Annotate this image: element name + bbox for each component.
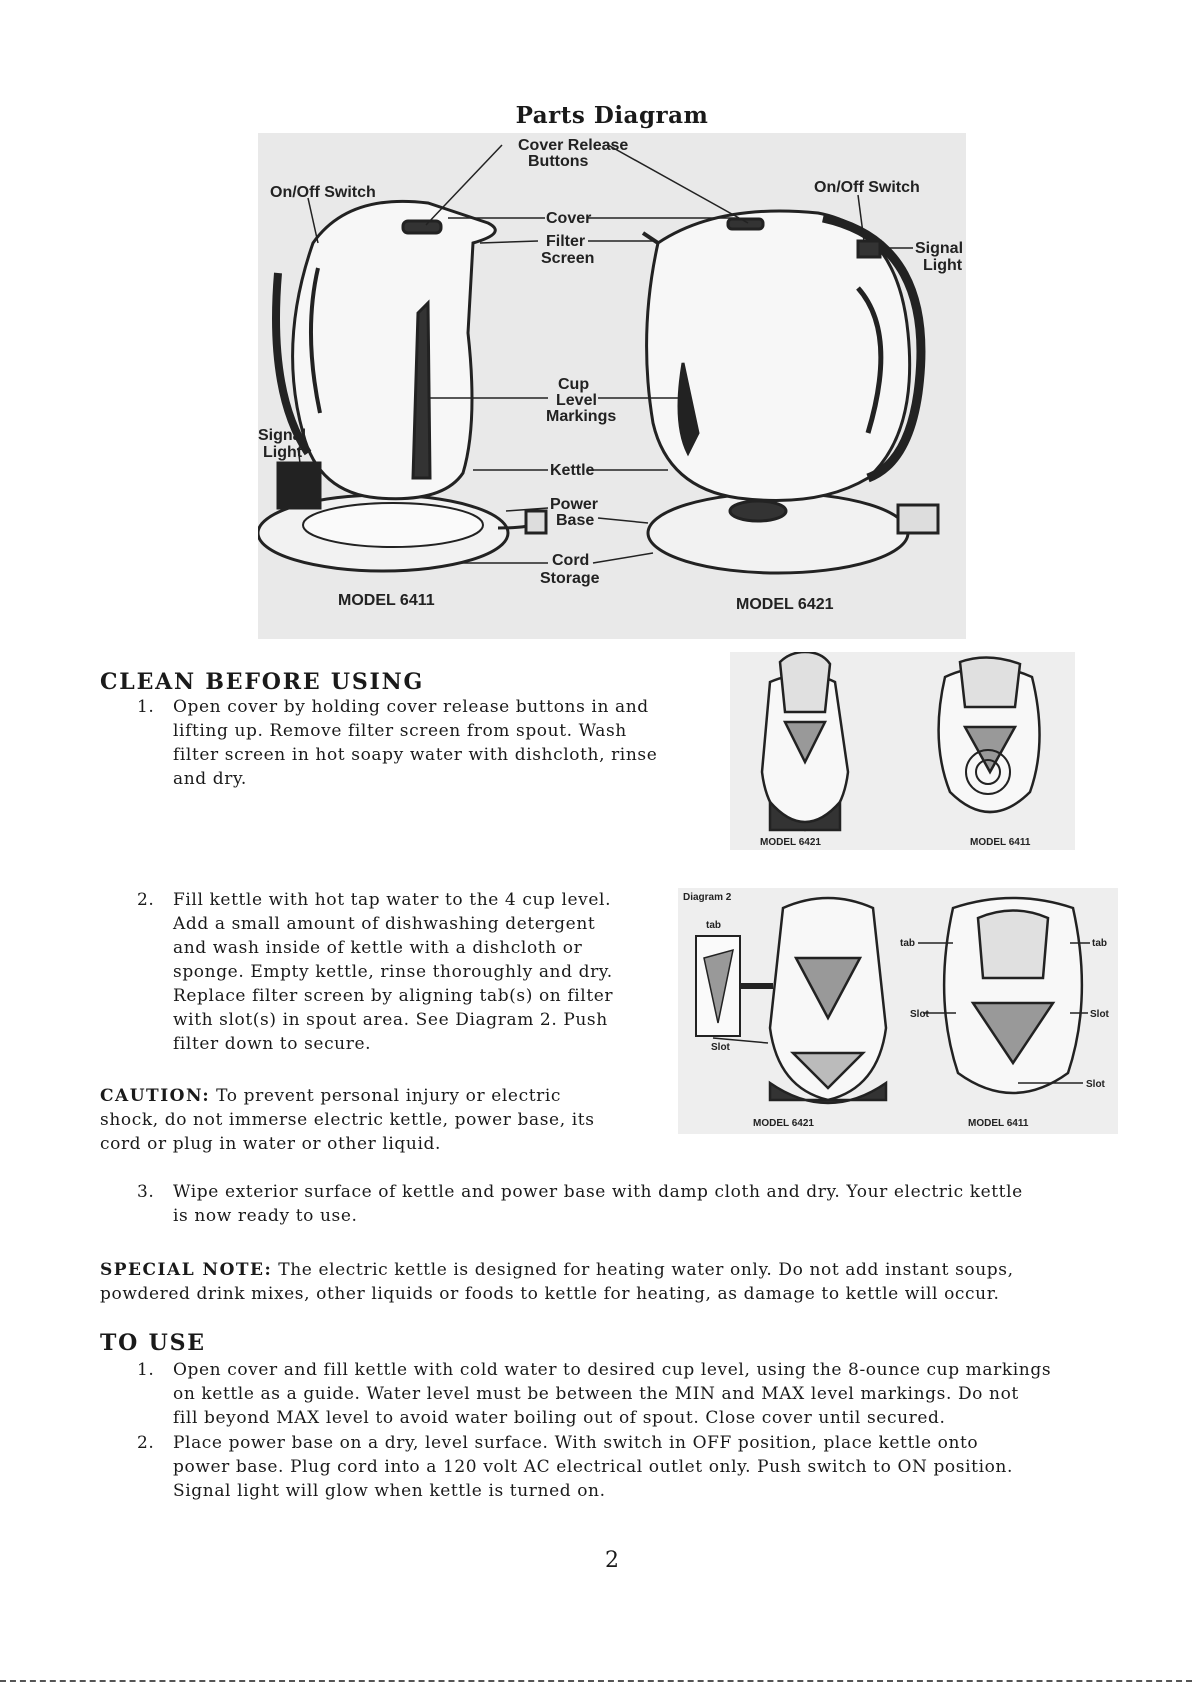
label-slots-model-6421: MODEL 6421 (753, 1118, 814, 1129)
page-title: Parts Diagram (515, 102, 709, 129)
clean-item-1-line: and dry. (173, 769, 247, 789)
label-signal-right: Signal (915, 240, 964, 257)
clean-item-3-line: Wipe exterior surface of kettle and power base with damp cloth and dry. Your electric kettle (173, 1182, 1023, 1202)
special-note-label: SPECIAL NOTE: (100, 1260, 273, 1280)
label-level: Level (556, 392, 597, 409)
label-filter: Filter (546, 233, 586, 250)
label-cup: Cup (558, 376, 590, 393)
special-note (100, 1258, 1160, 1306)
label-signal-left: Signal (258, 427, 307, 444)
label-screen: Screen (541, 250, 595, 267)
to-use-item-2-line: power base. Plug cord into a 120 volt AC electrical outlet only. Push switch to ON position. (173, 1457, 1013, 1477)
label-buttons: Buttons (528, 153, 589, 170)
label-tab-left: tab (900, 938, 915, 949)
clean-item-3 (137, 1180, 1137, 1228)
special-note-text: powdered drink mixes, other liquids or foods to kettle for heating, as damage to kettle will occur. (100, 1284, 1000, 1304)
label-on-off-left: On/Off Switch (270, 184, 376, 201)
label-slots-model-6411: MODEL 6411 (968, 1118, 1029, 1129)
label-slot-bottom: Slot (1086, 1079, 1105, 1090)
to-use-item-1-number: 1. (137, 1360, 155, 1380)
caution-text: cord or plug in water or other liquid. (100, 1134, 441, 1154)
kettle-6411-illustration (258, 201, 546, 571)
kettle-6421-illustration (643, 211, 938, 573)
clean-item-2-line: Add a small amount of dishwashing detergent (173, 914, 596, 934)
label-on-off-right: On/Off Switch (814, 179, 920, 196)
special-note-text: The electric kettle is designed for heating water only. Do not add instant soups, (272, 1260, 1014, 1280)
slot-alignment-drawing (678, 888, 1118, 1134)
to-use-item-1-line: Open cover and fill kettle with cold water to desired cup level, using the 8-ounce cup markings (173, 1360, 1052, 1380)
clean-heading: CLEAN BEFORE USING (100, 669, 425, 695)
clean-item-1-line: Open cover by holding cover release buttons in and (173, 697, 649, 717)
clean-item-2-line: with slot(s) in spout area. See Diagram 2. Push (173, 1010, 608, 1030)
to-use-item-1-line: on kettle as a guide. Water level must be between the MIN and MAX level markings. Do not (173, 1384, 1019, 1404)
label-model-6421: MODEL 6421 (736, 596, 834, 613)
clean-item-1-number: 1. (137, 697, 155, 717)
label-storage: Storage (540, 570, 600, 587)
clean-item-1 (137, 695, 717, 791)
parts-diagram-drawing (258, 133, 966, 639)
to-use-item-1 (137, 1358, 1177, 1430)
clean-item-3-number: 3. (137, 1182, 155, 1202)
label-base: Base (556, 512, 595, 529)
page-number: 2 (605, 1548, 619, 1573)
to-use-item-2-number: 2. (137, 1433, 155, 1453)
caution-block (100, 1084, 680, 1156)
parts-diagram (258, 133, 966, 639)
label-light-right: Light (923, 257, 963, 274)
to-use-item-2 (137, 1431, 1177, 1503)
label-diagram-2: Diagram 2 (683, 892, 732, 903)
to-use-heading: TO USE (100, 1330, 206, 1356)
clean-item-1-line: lifting up. Remove filter screen from spout. Wash (173, 721, 627, 741)
page-bottom-rule (0, 1680, 1192, 1682)
label-cover-release: Cover Release (518, 137, 629, 154)
to-use-item-2-line: Place power base on a dry, level surface. With switch in OFF position, place kettle onto (173, 1433, 979, 1453)
caution-text: shock, do not immerse electric kettle, power base, its (100, 1110, 595, 1130)
label-slot-left: Slot (711, 1042, 730, 1053)
clean-item-2-line: and wash inside of kettle with a dishcloth or (173, 938, 583, 958)
caution-text: To prevent personal injury or electric (210, 1086, 562, 1106)
label-tab-right: tab (1092, 938, 1107, 949)
clean-item-2-line: sponge. Empty kettle, rinse thoroughly and dry. (173, 962, 613, 982)
clean-item-1-line: filter screen in hot soapy water with dishcloth, rinse (173, 745, 658, 765)
clean-item-2-line: filter down to secure. (173, 1034, 372, 1054)
filter-removal-drawing (730, 652, 1075, 850)
caution-label: CAUTION: (100, 1086, 211, 1106)
clean-item-2-line: Replace filter screen by aligning tab(s) on filter (173, 986, 614, 1006)
to-use-item-1-line: fill beyond MAX level to avoid water boiling out of spout. Close cover until secured. (173, 1408, 946, 1428)
label-markings: Markings (546, 408, 617, 425)
slot-alignment-figure (678, 888, 1118, 1134)
label-cover: Cover (546, 210, 592, 227)
label-kettle: Kettle (550, 462, 595, 479)
filter-removal-figure (730, 652, 1075, 850)
label-light-left: Light (263, 444, 303, 461)
label-filter-model-6421: MODEL 6421 (760, 837, 821, 848)
clean-item-3-line: is now ready to use. (173, 1206, 358, 1226)
label-power: Power (550, 496, 599, 513)
clean-item-2-number: 2. (137, 890, 155, 910)
label-filter-model-6411: MODEL 6411 (970, 837, 1031, 848)
label-cord: Cord (552, 552, 590, 569)
label-tab-box: tab (706, 920, 721, 931)
clean-item-2-line: Fill kettle with hot tap water to the 4 cup level. (173, 890, 612, 910)
to-use-item-2-line: Signal light will glow when kettle is turned on. (173, 1481, 606, 1501)
label-model-6411: MODEL 6411 (338, 592, 435, 609)
label-slot-mid-left: Slot (910, 1009, 929, 1020)
label-slot-mid-right: Slot (1090, 1009, 1109, 1020)
clean-item-2 (137, 888, 677, 1056)
